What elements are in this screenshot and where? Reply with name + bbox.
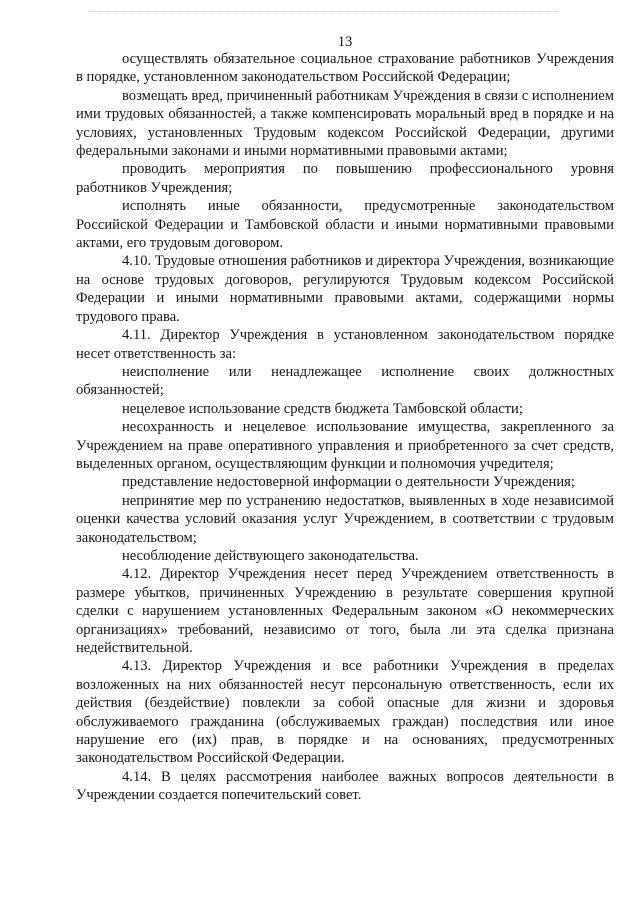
paragraph-non-performance: неисполнение или ненадлежащее исполнение своих должностных обязанностей; [76, 363, 614, 399]
paragraph-compensate-harm: возмещать вред, причиненный работникам Учреждения в связи с исполнением ими трудовых обязанностей, а также компенсировать моральный вред в порядке и на условиях, установленных Трудовым кодексом Российской Федерации, другими федеральными законами и иными нормативными правовыми актами; [76, 87, 614, 160]
paragraph-other-duties: исполнять иные обязанности, предусмотренные законодательством Российской Федерации и Тамбовской области и иными нормативными правовыми актами, его трудовым договором. [76, 198, 614, 252]
paragraph-quality-assessment: непринятие мер по устранению недостатков, выявленных в ходе независимой оценки качества условий оказания услуг Учреждением, в соответствии с трудовым законодательством; [76, 492, 614, 546]
paragraph-4-13: 4.13. Директор Учреждения и все работники Учреждения в пределах возложенных на них обязанностей несут персональную ответственность, если их действия (бездействие) повлекли за собой опасные для жизни и здоровья обслуживаемого гражданина (обслуживаемых граждан) последствия или иное нарушение его (их) прав, в порядке и на основаниях, предусмотренных законодательством Российской Федерации. [76, 658, 614, 767]
paragraph-false-info: представление недостоверной информации о деятельности Учреждения; [122, 474, 575, 491]
paragraph-social-insurance: осуществлять обязательное социальное страхование работников Учреждения в порядке, установленном законодательством Российской Федерации; [76, 51, 614, 86]
paragraph-law-noncompliance: несоблюдение действующего законодательства. [122, 547, 419, 564]
paragraph-4-10: 4.10. Трудовые отношения работников и директора Учреждения, возникающие на основе трудовых договоров, регулируются Трудовым кодексом Российской Федерации и иными нормативными правовыми актами, содержащими нормы трудового права. [76, 253, 614, 325]
paragraph-4-14: 4.14. В целях рассмотрения наиболее важных вопросов деятельности в Учреждении создается попечительский совет. [76, 768, 614, 804]
paragraph-training: проводить мероприятия по повышению профессионального уровня работников Учреждения; [76, 161, 614, 196]
paragraph-4-11: 4.11. Директор Учреждения в установленном законодательством порядке несет ответственность за: [76, 327, 614, 362]
page-number: 13 [337, 34, 353, 50]
document-page [76, 0, 614, 805]
paragraph-budget-misuse: нецелевое использование средств бюджета Тамбовской области; [122, 400, 523, 417]
paragraph-property: несохранность и нецелевое использование имущества, закрепленного за Учреждением на праве оперативного управления и приобретенного за счет средств, выделенных органом, осуществляющим функции и полномочия учредителя; [76, 419, 614, 472]
paragraph-4-12: 4.12. Директор Учреждения несет перед Учреждением ответственность в размере убытков, причиненных Учреждению в результате совершения крупной сделки с нарушением установленных Федеральным законом «О некоммерческих организациях» требований, независимо от того, была ли эта сделка признана недействительной. [76, 566, 614, 656]
